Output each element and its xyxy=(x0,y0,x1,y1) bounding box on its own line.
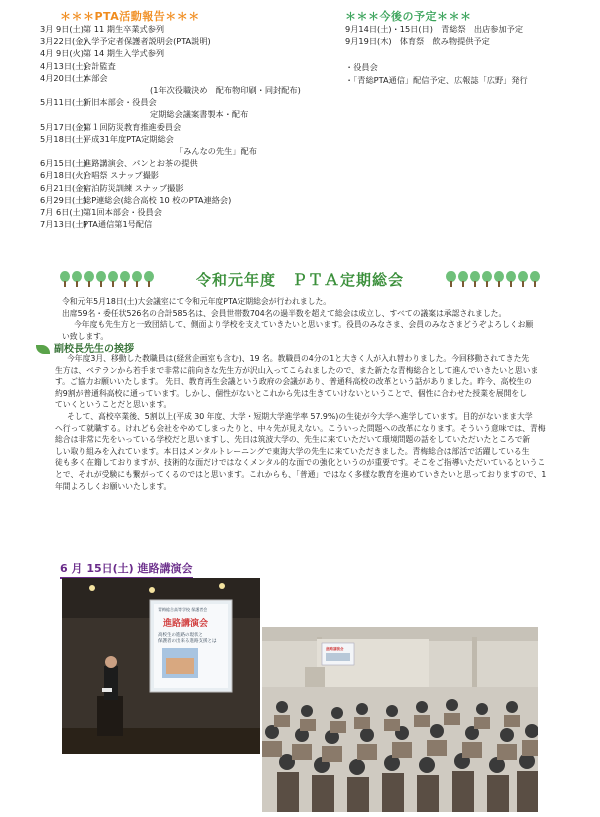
pta-report-text: 第 14 期生入学式参列 xyxy=(83,48,165,59)
future-list xyxy=(345,23,595,86)
tree-icon xyxy=(120,271,130,287)
lecture-photo-2 xyxy=(262,627,538,812)
pta-report-date: 6月29日(土) xyxy=(40,194,87,205)
tree-icon xyxy=(482,271,492,287)
pta-report-item xyxy=(40,206,330,218)
pta-report-text: PTA通信第1号配信 xyxy=(83,219,153,230)
pta-report-date: 4月 9日(火) xyxy=(40,48,84,59)
pta-report-text: 宿泊防災訓練 スナップ撮影 xyxy=(83,182,184,193)
pta-report-text: 第1回本部会・役員会 xyxy=(83,207,162,218)
pta-report-subnote: 「みんなの先生」配布 xyxy=(175,146,257,157)
pta-report-text: 進路講演会、パンとお茶の提供 xyxy=(83,158,198,169)
pta-report-date: 5月11日(土) xyxy=(40,97,87,108)
pta-report-item xyxy=(40,182,330,194)
pta-report-date: 5月17日(金) xyxy=(40,121,87,132)
general-meeting-text xyxy=(62,296,582,342)
pta-report-item xyxy=(40,218,330,230)
pta-report-item xyxy=(40,47,330,59)
pta-report-text: 新旧本部会・役員会 xyxy=(83,97,157,108)
vice-principal-line: 徒も多く在籍しておりますが、技術的な面だけではなくメンタル的な面での強化というのが重要です。そこをご指導いただいているというこ xyxy=(55,458,546,468)
tree-icon xyxy=(470,271,480,287)
pta-report-text: 平成31年度PTA定期総会 xyxy=(83,133,174,144)
slide1-line1: 高校生の進路の現状と xyxy=(158,633,203,638)
vice-principal-line: へ行って就職する。けれども会社をやめてしまったりと、中々先が見えない。こういった問題への改革になります。そういう意味では、青梅 xyxy=(55,423,546,433)
vice-principal-title: 副校長先生の挨拶 xyxy=(54,344,134,355)
pta-report-subnote: 定期総会議案書製本・配布 xyxy=(150,109,249,120)
vice-principal-line: ていくということだと思います。 xyxy=(55,400,172,410)
future-line-3: ・役員会 xyxy=(345,62,378,73)
vice-principal-line: 約9割が普通科高校に通っています。しかし、個性がないとこれから先は生きていけないということで、個性に合わせた授業を展開をし xyxy=(55,388,527,398)
pta-report-date: 4月13日(土) xyxy=(40,60,87,71)
lecture-photo-1 xyxy=(62,578,260,754)
tree-icon xyxy=(530,271,540,287)
future-line-1: 9月14日(土)・15日(日) 青総祭 出店参加予定 xyxy=(345,24,524,34)
tree-icon xyxy=(108,271,118,287)
pta-report-date: 7月13日(土) xyxy=(40,219,87,230)
gm-line-3: 今年度も先生方と一致団結して、側面より学校を支えていきたいと思います。役員のみなさま、会員のみなさまどうぞよろしくお願 xyxy=(74,320,534,330)
tree-icon xyxy=(446,271,456,287)
vice-principal-line: 今年度3月、移動した教職員は(経営企画室も含む)、19 名。教職員の4分の1と大きく人が入れ替わりました。今回移動されてきた先 xyxy=(67,354,530,363)
pta-report-text: 入学予定者保護者説明会(PTA説明) xyxy=(83,36,211,47)
pta-report-date: 3月22日(金) xyxy=(40,36,87,47)
pta-report-list xyxy=(40,23,330,230)
slide1-line2: 保護者の出来る進路支援とは xyxy=(158,639,217,644)
tree-icon xyxy=(72,271,82,287)
pta-report-date: 7月 6日(土) xyxy=(40,207,84,218)
pta-report-subnote: (1年次役職決め 配布物印刷・同封配布) xyxy=(150,85,301,96)
pta-report-date: 6月21日(金) xyxy=(40,182,87,193)
leaf-icon xyxy=(36,345,50,354)
pta-report-date: 3月 9日(土) xyxy=(40,24,84,34)
tree-row-right-icon xyxy=(446,271,540,287)
pta-report-item xyxy=(40,157,330,169)
pta-report-item xyxy=(40,133,330,145)
tree-icon xyxy=(96,271,106,287)
vice-principal-line: とで、それが受験にも繋がってくるのではと思います。これからも、「普通」ではなく多様な教育を進めていきたいと思っておりますので、1 xyxy=(55,469,547,479)
tree-icon xyxy=(84,271,94,287)
vice-principal-text xyxy=(55,353,590,492)
general-meeting-title: 令和元年度 ＰＴＡ定期総会 xyxy=(195,270,404,289)
tree-icon xyxy=(132,271,142,287)
pta-report-date: 5月18日(土) xyxy=(40,133,87,144)
tree-icon xyxy=(144,271,154,287)
pta-report-text: 第１回防災教育推進委員会 xyxy=(83,121,182,132)
pta-report-item xyxy=(40,194,330,206)
tree-row-left-icon xyxy=(60,271,154,287)
pta-report-date: 6月18日(火) xyxy=(40,170,87,181)
tree-icon xyxy=(60,271,70,287)
pta-report-text: 第 11 期生卒業式参列 xyxy=(83,24,165,34)
pta-report-title: ＊＊＊PTA活動報告＊＊＊ xyxy=(60,10,200,23)
pta-report-item xyxy=(40,169,330,181)
pta-report-item xyxy=(40,96,330,108)
tree-icon xyxy=(506,271,516,287)
future-title: ＊＊＊今後の予定＊＊＊ xyxy=(345,10,472,23)
pta-report-item xyxy=(40,72,330,84)
tree-icon xyxy=(458,271,468,287)
pta-report-text: 合唱祭 スナップ撮影 xyxy=(83,170,159,181)
vice-principal-line: しい取り組みを入れています。本日はメンタルトレーニングで東海大学の先生に来ていただきました。青梅総合は部活で活躍している生 xyxy=(55,446,530,456)
gm-line-2: 出席59名・委任状526名の合計585名は、会員世帯数704名の過半数を超えて総会は成立し、すべての議案は承認されました。 xyxy=(62,308,507,318)
tree-icon xyxy=(518,271,528,287)
pta-report-date: 4月20日(土) xyxy=(40,72,87,83)
pta-report-item xyxy=(40,23,330,35)
pta-report-date: 6月15日(土) xyxy=(40,158,87,169)
future-line-4: ・「青総PTA通信」配信予定、広報誌「広野」発行 xyxy=(345,74,528,85)
pta-report-text: 会計監査 xyxy=(83,60,116,71)
vice-principal-line: 総合は非常に先をいっている学校だと思いますし、先日は筑波大学の、先生に来ていただいて環境問題の話をしていただいたところで新 xyxy=(55,435,531,445)
vice-principal-line: 年間よろしくお願いいたします。 xyxy=(55,481,172,491)
gm-line-4: い致します。 xyxy=(62,331,109,341)
lecture-title: 6 月 15日(土) 進路講演会 xyxy=(60,560,193,579)
slide2-title: 進路講演会 xyxy=(326,647,344,651)
pta-report-text: 本部会 xyxy=(83,72,108,83)
pta-report-text: 総P連総会(総合高校 10 校のPTA連絡会) xyxy=(83,194,232,205)
general-meeting-band xyxy=(60,265,540,293)
pta-report-item xyxy=(40,60,330,72)
pta-report-item xyxy=(40,35,330,47)
future-line-2: 9月19日(木) 体育祭 飲み物提供予定 xyxy=(345,36,490,47)
slide1-title: 進路講演会 xyxy=(163,619,209,629)
gm-line-1: 令和元年5月18日(土)大会議室にて令和元年度PTA定期総会が行われました。 xyxy=(62,297,332,306)
tree-icon xyxy=(494,271,504,287)
vice-principal-line: そして、高校卒業後、5割以上(平成 30 年度、大学・短期大学進学率 57.9%)の生徒が今大学へ進学しています。目的がないまま大学 xyxy=(67,411,533,421)
pta-report-item xyxy=(40,121,330,133)
slide1-header: 青梅総合高等学校 保護者会 xyxy=(158,607,208,612)
vice-principal-line: 生方は、ベテランから若手まで非常に前向きな先生方が沢山入ってこられましたので、また新たな青梅総合として進んでいきたいと思いま xyxy=(55,365,539,375)
vice-principal-line: す。ご協力お願いいたします。 先日、教育再生会議という政府の会議があり、普通科高校の改革という話がありました。昨今、高校生の xyxy=(55,377,532,387)
